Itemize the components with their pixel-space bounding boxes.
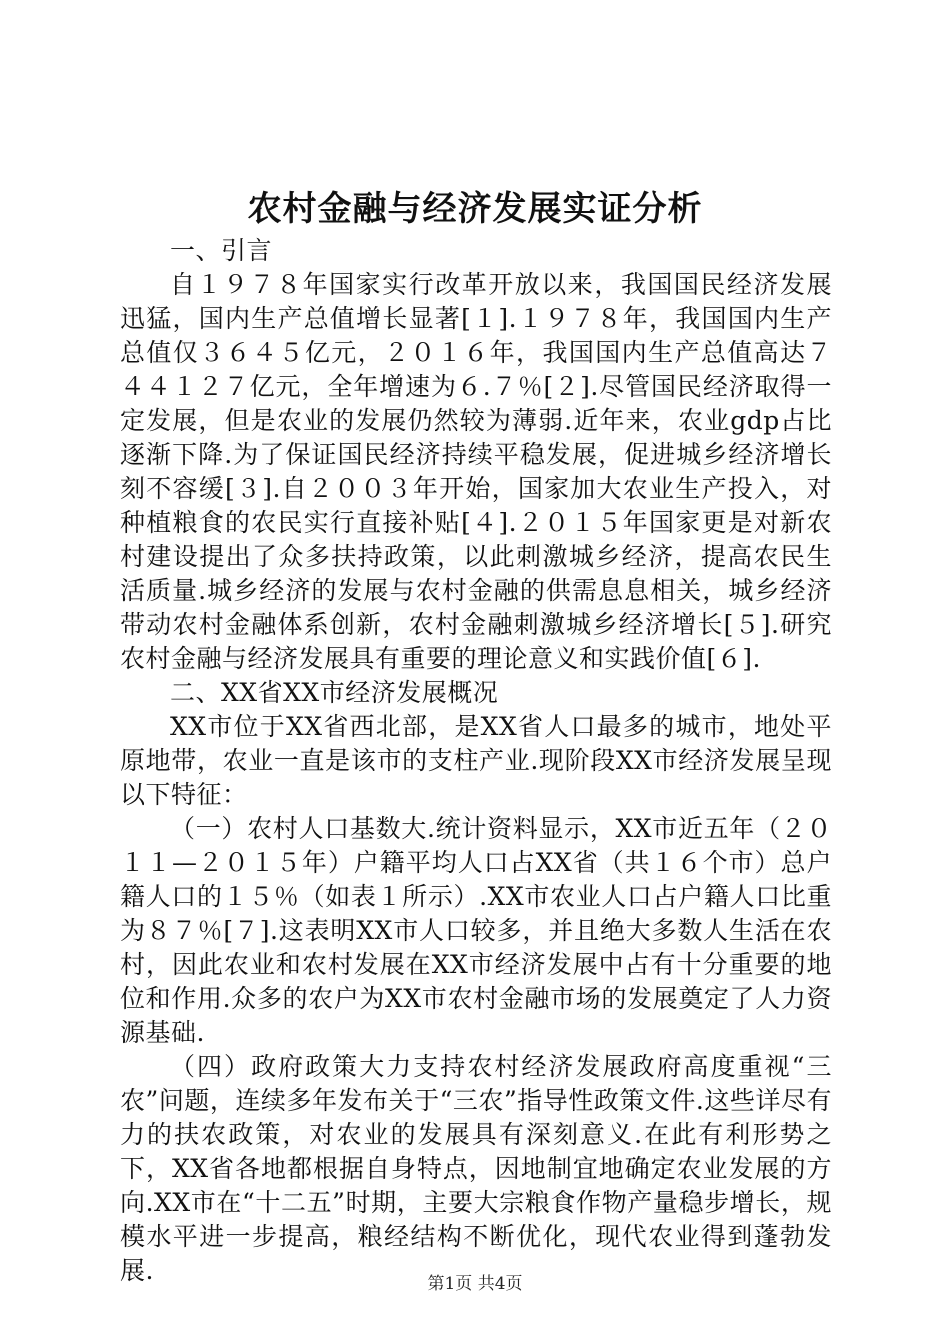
document-body xyxy=(120,234,832,1288)
page-footer: 第1页 共4页 xyxy=(427,1274,523,1294)
paragraph-introduction: 自１９７８年国家实行改革开放以来，我国国民经济发展迅猛，国内生产总值增长显著[１].１９７８年，我国国内生产总值仅３６４５亿元，２０１６年，我国国内生产总值高达７４４１２７亿元，全年增速为６.７％[２].尽管国民经济取得一定发展，但是农业的发展仍然较为薄弱.近年来，农业gdp占比逐渐下降.为了保证国民经济持续平稳发展，促进城乡经济增长刻不容缓[３].自２００３年开始，国家加大农业生产投入，对种植粮食的农民实行直接补贴[４].２０１５年国家更是对新农村建设提出了众多扶持政策，以此刺激城乡经济，提高农民生活质量.城乡经济的发展与农村金融的供需息息相关，城乡经济带动农村金融体系创新，农村金融刺激城乡经济增长[５].研究农村金融与经济发展具有重要的理论意义和实践价值[６]. xyxy=(120,270,832,673)
paragraph-government-policy: （四）政府政策大力支持农村经济发展政府高度重视“三农”问题，连续多年发布关于“三农”指导性政策文件.这些详尽有力的扶农政策，对农业的发展具有深刻意义.在此有利形势之下，XX省各地都根据自身特点，因地制宜地确定农业发展的方向.XX市在“十二五”时期，主要大宗粮食作物产量稳步增长，规模水平进一步提高，粮经结构不断优化，现代农业得到蓬勃发展. xyxy=(120,1052,832,1285)
paragraph-rural-population: （一）农村人口基数大.统计资料显示，XX市近五年（２０１１—２０１５年）户籍平均人口占XX省（共１６个市）总户籍人口的１５％（如表１所示）.XX市农业人口占户籍人口比重为８７％[７].这表明XX市人口较多，并且绝大多数人生活在农村，因此农业和农村发展在XX市经济发展中占有十分重要的地位和作用.众多的农户为XX市农村金融市场的发展奠定了人力资源基础. xyxy=(120,814,832,1047)
paragraph-city-overview: XX市位于XX省西北部，是XX省人口最多的城市，地处平原地带，农业一直是该市的支柱产业.现阶段XX市经济发展呈现以下特征： xyxy=(120,712,832,809)
section-heading-introduction: 一、引言 xyxy=(170,236,273,265)
document-title: 农村金融与经济发展实证分析 xyxy=(247,189,703,229)
section-heading-economic-overview: 二、XX省XX市经济发展概况 xyxy=(170,678,499,707)
